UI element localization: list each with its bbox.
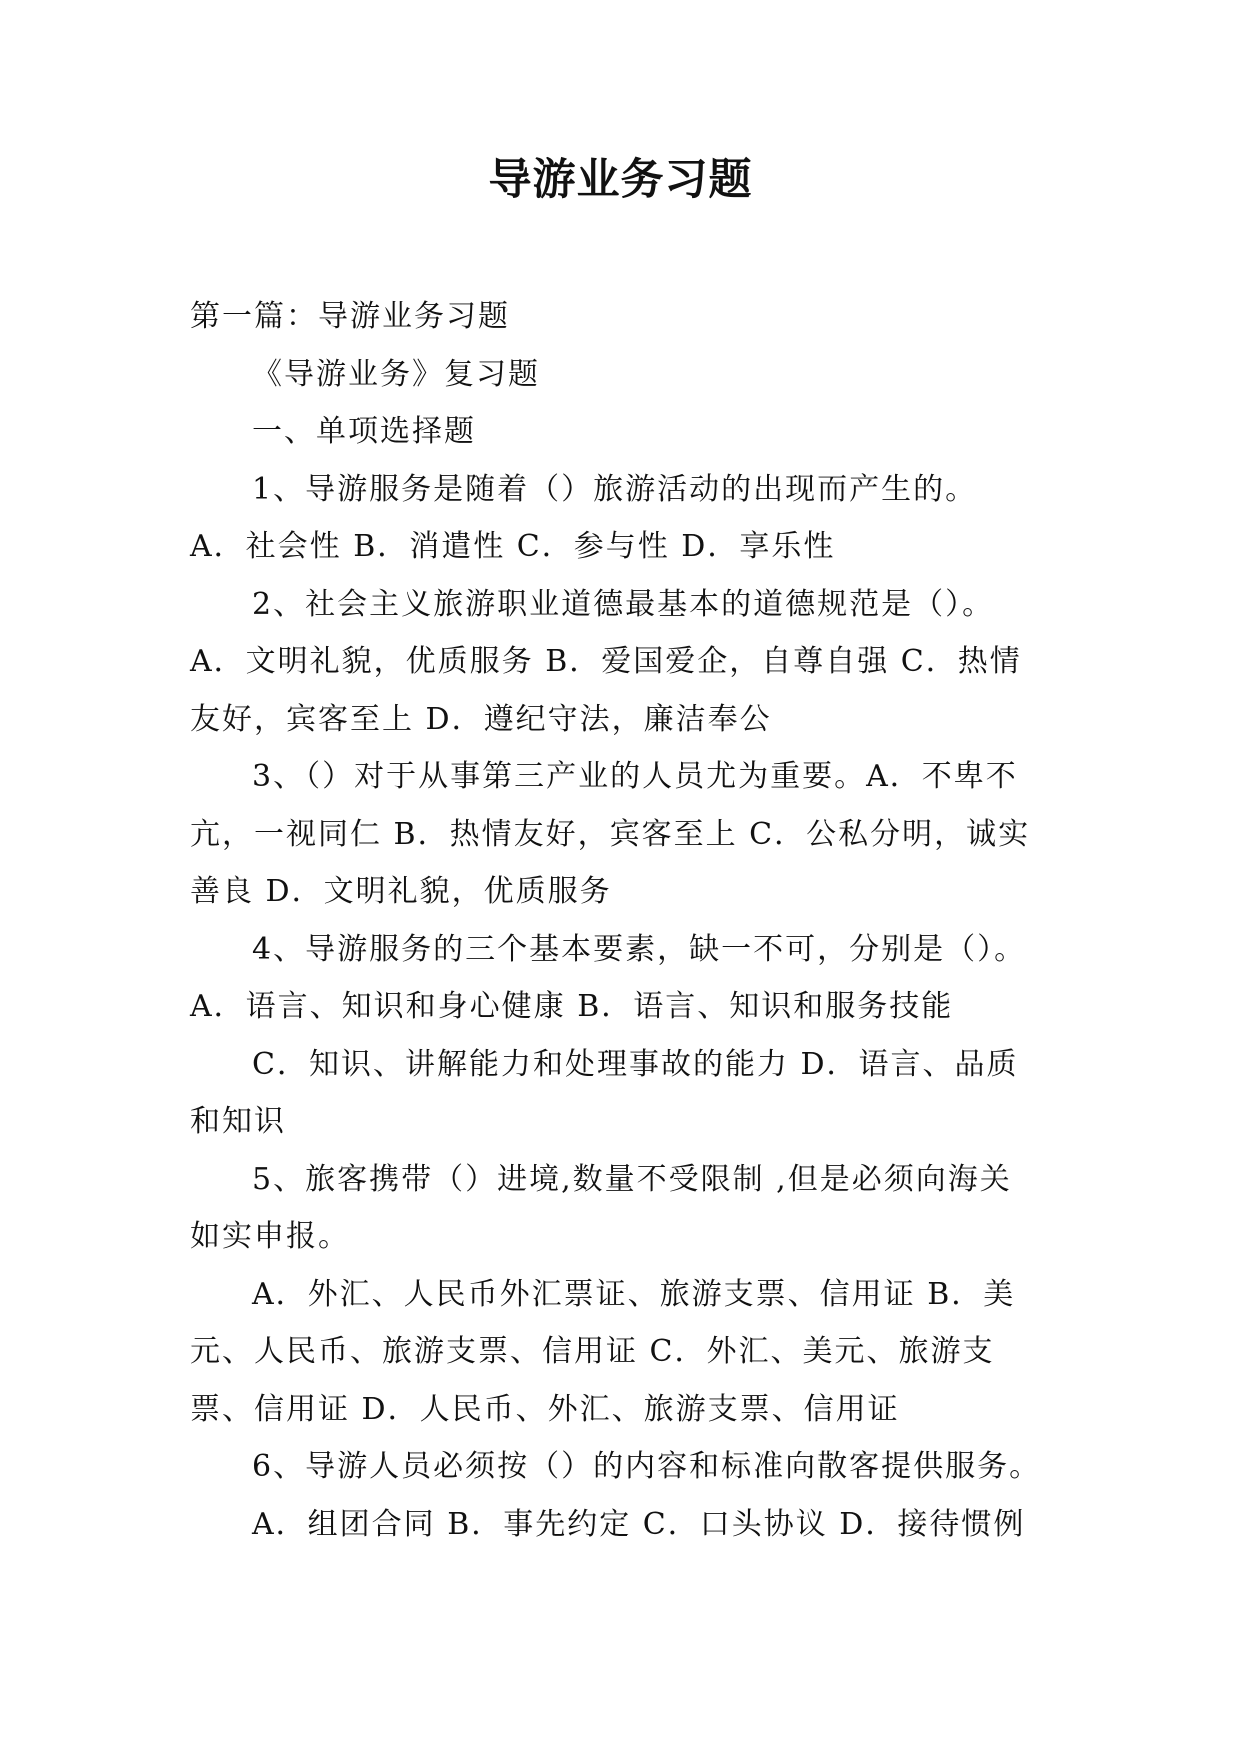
text-line: A．外汇、人民币外汇票证、旅游支票、信用证 B．美 (252, 1276, 1016, 1312)
text-line: 一、单项选择题 (252, 414, 476, 449)
text-line: 和知识 (190, 1104, 286, 1139)
text-line: 1、导游服务是随着（）旅游活动的出现而产生的。 (252, 471, 978, 507)
text-line: 2、社会主义旅游职业道德最基本的道德规范是（）。 (252, 586, 995, 622)
text-line: A．组团合同 B．事先约定 C．口头协议 D．接待惯例 (252, 1506, 1026, 1542)
text-line: 亢，一视同仁 B．热情友好，宾客至上 C．公私分明，诚实 (190, 816, 1031, 852)
text-line: A．语言、知识和身心健康 B．语言、知识和服务技能 (190, 989, 954, 1024)
text-line: 如实申报。 (190, 1219, 350, 1254)
document-title: 导游业务习题 (488, 155, 753, 205)
text-line: 《导游业务》复习题 (252, 356, 540, 392)
text-line: 5、旅客携带（）进境,数量不受限制 ,但是必须向海关 (252, 1161, 1012, 1197)
text-line: 票、信用证 D．人民币、外汇、旅游支票、信用证 (190, 1391, 900, 1427)
text-line: 元、人民币、旅游支票、信用证 C．外汇、美元、旅游支 (190, 1334, 995, 1369)
text-line: 3、（）对于从事第三产业的人员尤为重要。A．不卑不 (252, 759, 1018, 794)
text-line: 善良 D．文明礼貌，优质服务 (190, 874, 612, 909)
text-line: 第一篇：导游业务习题 (190, 299, 510, 334)
text-line: 友好，宾客至上 D．遵纪守法，廉洁奉公 (190, 701, 772, 737)
text-line: A．文明礼貌，优质服务 B．爱国爱企，自尊自强 C．热情 (190, 644, 1022, 679)
text-line: A．社会性 B．消遣性 C．参与性 D．享乐性 (190, 529, 836, 564)
document-body (190, 288, 1060, 1553)
text-line: 4、导游服务的三个基本要素，缺一不可，分别是（）。 (252, 931, 1027, 967)
text-line: C．知识、讲解能力和处理事故的能力 D．语言、品质 (252, 1046, 1019, 1082)
text-line: 6、导游人员必须按（）的内容和标准向散客提供服务。 (252, 1449, 1042, 1484)
